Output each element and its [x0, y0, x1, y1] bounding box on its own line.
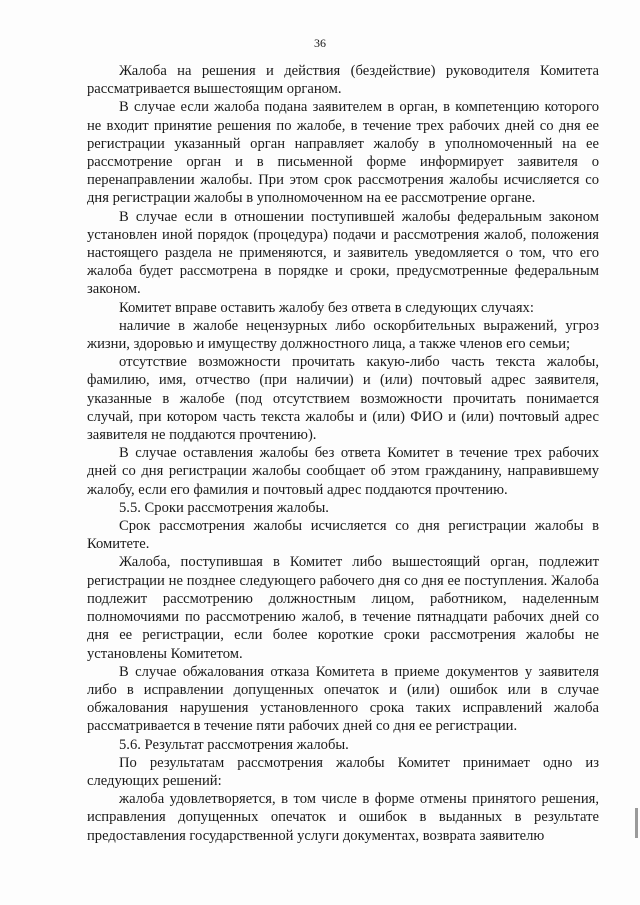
paragraph-no-answer-notice: В случае оставления жалобы без ответа Комитет в течение трех рабочих дней со дня регистрации жалобы сообщает об этом гражданину, направившему жалобу, если его фамилия и почтовый адрес поддаются прочтению.: [87, 445, 599, 498]
document-body: [87, 62, 599, 845]
section-heading-5-6: 5.6. Результат рассмотрения жалобы.: [119, 736, 349, 753]
paragraph-redirection: В случае если жалоба подана заявителем в орган, в компетенцию которого не входит принятие решения по жалобе, в течение трех рабочих дней со дня ее регистрации указанный орган направляет жалобу в уполномоченный на ее рассмотрение орган и в письменной форме информирует заявителя о перенаправлении жалобы. При этом срок рассмотрения жалобы исчисляется со дня регистрации жалобы в уполномоченном на ее рассмотрение органе.: [87, 99, 599, 207]
paragraph-refusal-appeal: В случае обжалования отказа Комитета в приеме документов у заявителя либо в исправлении допущенных опечаток и (или) ошибок или в случае обжалования нарушения установленного срока таких исправлений жалоба рассматривается в течение пяти рабочих дней со дня ее регистрации.: [87, 663, 599, 735]
paragraph-registration-term: Жалоба, поступившая в Комитет либо вышестоящий орган, подлежит регистрации не позднее следующего рабочего дня со дня ее поступления. Жалоба подлежит рассмотрению должностным лицом, работником, наделенным полномочиями по рассмотрению жалоб, в течение пятнадцати рабочих дней со дня ее регистрации, если более короткие сроки рассмотрения жалобы не установлены Комитетом.: [87, 554, 599, 662]
paragraph-unreadable: отсутствие возможности прочитать какую-либо часть текста жалобы, фамилию, имя, отчество (при наличии) и (или) почтовый адрес заявителя, указанные в жалобе (под отсутствием возможности прочитать понимается случай, при котором часть текста жалобы и (или) ФИО и (или) почтовый адрес заявителя не поддаются прочтению).: [87, 354, 599, 444]
paragraph-federal-law: В случае если в отношении поступившей жалобы федеральным законом установлен иной порядок (процедура) подачи и рассмотрения жалоб, положения настоящего раздела не применяются, и заявитель уведомляется о том, что его жалоба будет рассмотрена в порядке и сроки, предусмотренные федеральным законом.: [87, 208, 599, 298]
paragraph-satisfied: жалоба удовлетворяется, в том числе в форме отмены принятого решения, исправления допущенных опечаток и ошибок в выданных в результате предоставления государственной услуги документах, возврата заявителю: [87, 791, 599, 844]
paragraph-term-start: Срок рассмотрения жалобы исчисляется со дня регистрации жалобы в Комитете.: [87, 518, 599, 553]
paragraph-obscene-language: наличие в жалобе нецензурных либо оскорбительных выражений, угроз жизни, здоровью и имуществу должностного лица, а также членов его семьи;: [87, 317, 599, 353]
paragraph-no-answer-cases: Комитет вправе оставить жалобу без ответа в следующих случаях:: [119, 299, 534, 316]
paragraph-appeal-head: Жалоба на решения и действия (бездействие) руководителя Комитета рассматривается вышестоящим органом.: [87, 63, 599, 98]
scan-edge-mark: [635, 808, 638, 838]
page-number: 36: [314, 36, 326, 50]
paragraph-decisions: По результатам рассмотрения жалобы Комитет принимает одно из следующих решений:: [87, 754, 599, 789]
section-heading-5-5: 5.5. Сроки рассмотрения жалобы.: [119, 499, 329, 516]
